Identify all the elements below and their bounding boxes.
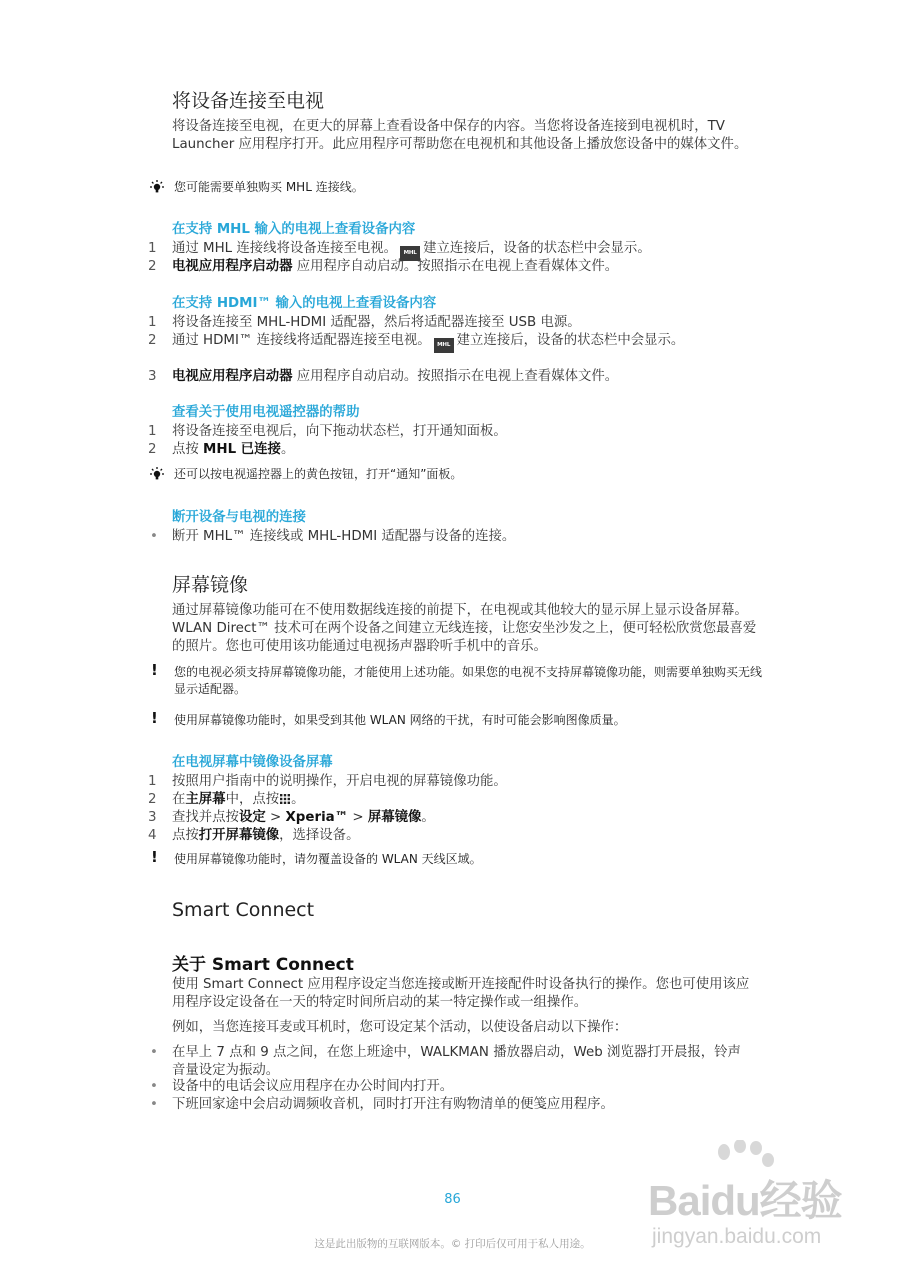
step-number: 2 (148, 442, 157, 457)
notification-label: MHL 已连接 (203, 442, 281, 457)
section-title-smart-connect: Smart Connect (172, 899, 315, 921)
subsection-title-about: 关于 Smart Connect (172, 955, 354, 975)
step-text: 将设备连接至 MHL-HDMI 适配器，然后将适配器连接至 USB 电源。 (172, 315, 581, 330)
about-paragraph: 例如，当您连接耳麦或耳机时，您可设定某个活动，以使设备启动以下操作： (172, 1020, 628, 1035)
lightbulb-icon (148, 466, 166, 484)
task-title-hdmi: 在支持 HDMI™ 输入的电视上查看设备内容 (172, 296, 437, 311)
footer-notice: 这是此出版物的互联网版本。© 打印后仅可用于私人用途。 (314, 1238, 591, 1250)
app-grid-icon (280, 794, 290, 804)
section-title-screen-mirroring: 屏幕镜像 (172, 574, 249, 596)
exclamation-icon: ! (151, 848, 158, 866)
settings-label: 设定 (238, 810, 266, 825)
app-name: 电视应用程序启动器 (172, 259, 293, 274)
bullet: • (150, 1045, 158, 1060)
screen-mirroring-label: 屏幕镜像 (367, 810, 422, 825)
start-mirroring-label: 打开屏幕镜像 (198, 828, 280, 843)
section-intro: 通过屏幕镜像功能可在不使用数据线连接的前提下，在电视或其他较大的显示屏上显示设备屏幕。WLAN Direct™ 技术可在两个设备之间建立无线连接，让您安坐沙发之上，便可轻松欣赏您最喜爱的照片。您也可使用该功能通过电视扬声器聆听手机中的音乐。 (172, 603, 757, 654)
bullet-text: 断开 MHL™ 连接线或 MHL-HDMI 适配器与设备的连接。 (172, 529, 516, 544)
bullet: • (150, 1097, 158, 1112)
step-text: 应用程序自动启动。按照指示在电视上查看媒体文件。 (292, 369, 619, 384)
step-text: 按照用户指南中的说明操作，开启电视的屏幕镜像功能。 (172, 774, 507, 789)
watermark-site: jingyan.baidu.com (652, 1225, 822, 1248)
about-paragraph: 使用 Smart Connect 应用程序设定当您连接或断开连接配件时设备执行的操作。您也可使用该应用程序设定设备在一天的特定时间所启动的某一特定操作或一组操作。 (172, 977, 750, 1010)
step-text: 建立连接后，设备的状态栏中会显示。 (456, 333, 685, 348)
step-number: 1 (148, 774, 157, 789)
step-number: 4 (148, 828, 157, 843)
step-number: 2 (148, 259, 157, 274)
task-title-remote-help: 查看关于使用电视遥控器的帮助 (172, 405, 360, 420)
warning-text: 使用屏幕镜像功能时，请勿覆盖设备的 WLAN 天线区域。 (174, 852, 482, 866)
home-screen-label: 主屏幕 (185, 792, 226, 807)
step-text: 将设备连接至电视后，向下拖动状态栏，打开通知面板。 (172, 424, 507, 439)
mhl-status-icon: MHL (400, 246, 420, 261)
task-title-mhl: 在支持 MHL 输入的电视上查看设备内容 (172, 222, 416, 237)
exclamation-icon: ! (151, 661, 158, 679)
step-text: 通过 MHL 连接线将设备连接至电视。 (172, 241, 398, 256)
step-number: 1 (148, 315, 157, 330)
tip-text: 还可以按电视遥控器上的黄色按钮，打开“通知”面板。 (174, 467, 463, 481)
bullet-text: 在早上 7 点和 9 点之间，在您上班途中，WALKMAN 播放器启动，Web 浏览器打开晨报，铃声音量设定为振动。 (172, 1045, 741, 1078)
tip-text: 您可能需要单独购买 MHL 连接线。 (174, 180, 364, 194)
warning-text: 使用屏幕镜像功能时，如果受到其他 WLAN 网络的干扰，有时可能会影响图像质量。 (174, 713, 626, 727)
bullet: • (150, 529, 158, 544)
step-text: 应用程序自动启动。按照指示在电视上查看媒体文件。 (292, 259, 619, 274)
task-title-disconnect: 断开设备与电视的连接 (172, 510, 306, 525)
step-number: 3 (148, 810, 157, 825)
section-intro: 将设备连接至电视，在更大的屏幕上查看设备中保存的内容。当您将设备连接到电视机时，TV Launcher 应用程序打开。此应用程序可帮助您在电视机和其他设备上播放您设备中的媒体文件。 (172, 119, 748, 152)
exclamation-icon: ! (151, 709, 158, 727)
step-number: 2 (148, 792, 157, 807)
watermark-logo: Baidu经验 (648, 1177, 842, 1224)
bullet: • (150, 1079, 158, 1094)
step-text: 建立连接后，设备的状态栏中会显示。 (423, 241, 651, 256)
warning-text: 您的电视必须支持屏幕镜像功能，才能使用上述功能。如果您的电视不支持屏幕镜像功能，则需要单独购买无线显示适配器。 (174, 665, 763, 696)
app-name: 电视应用程序启动器 (172, 369, 293, 384)
baidu-watermark (640, 1140, 860, 1260)
lightbulb-icon (148, 179, 166, 197)
step-number: 1 (148, 241, 157, 256)
xperia-label: Xperia™ (285, 810, 349, 825)
step-number: 1 (148, 424, 157, 439)
task-title-mirror: 在电视屏幕中镜像设备屏幕 (172, 755, 333, 770)
step-text: 通过 HDMI™ 连接线将适配器连接至电视。 (172, 333, 431, 348)
section-title-connect-tv: 将设备连接至电视 (172, 90, 325, 112)
page-number: 86 (444, 1192, 461, 1207)
manual-page: 将设备连接至电视 将设备连接至电视，在更大的屏幕上查看设备中保存的内容。当您将设备连接到电视机时，TV Launcher 应用程序打开。此应用程序可帮助您在电视机和其他设备上播放您设备中的媒体文件。 您可能需要单独购买 MHL 连接线。 在支持 MHL 输入的电视上查看设备内容 1 通过 MHL 连接线将设备连接至电视。 MHL 建立连接后，设备的状态栏中会显示。 2 电视应用程序启动器 应用程序自动启动。按照指示在电视上查看媒体文件。 在支持 HDMI™ 输入的电视上查看设备内容 1 将设备连接至 MHL-HDMI 适配器，然后将适配器连接至 USB 电源。 2 通过 HDMI™ 连接线将适配器连接至电视。 MHL 建立连接后，设备的状态栏中会显示。 3 电视应用程序启动器 应用程序自动启动。按照指示在电视上查看媒体文件。 查看关于使用电视遥控器的帮助 1 将设备连接至电视后，向下拖动状态栏，打开通知面板。 2 点按 MHL 已连接。 还可以按电视遥控器上的黄色按钮，打开“通知”面板。 断开设备与电视的连接 • 断开 MHL™ 连接线或 MHL-HDMI 适配器与设备的连接。 屏幕镜像 通过屏幕镜像功能可在不使用数据线连接的前提下，在电视或其他较大的显示屏上显示设备屏幕。WLAN Direct™ 技术可在两个设备之间建立无线连接，让您安坐沙发之上，便可轻松欣赏您最喜爱的照片。您也可使用该功能通过电视扬声器聆听手机中的音乐。 ! 您的电视必须支持屏幕镜像功能，才能使用上述功能。如果您的电视不支持屏幕镜像功能，则需要单独购买无线显示适配器。 ! 使用屏幕镜像功能时，如果受到其他 WLAN 网络的干扰，有时可能会影响图像质量。 在电视屏幕中镜像设备屏幕 1 按照用户指南中的说明操作，开启电视的屏幕镜像功能。 2 在主屏幕中，点按 。 3 查找并点按设定 > Xperia™ > 屏幕镜像。 4 点按打开屏幕镜像，选择设备。 ! 使用屏幕镜像功能时，请勿覆盖设备的 WLAN 天线区域。 Smart Connect 关于 Smart Connect 使用 Smart Connect 应用程序设定当您连接或断开连接配件时设备执行的操作。您也可使用该应用程序设定设备在一天的特定时间所启动的某一特定操作或一组操作。 例如，当您连接耳麦或耳机时，您可设定某个活动，以使设备启动以下操作： • 在早上 7 点和 9 点之间，在您上班途中，WALKMAN 播放器启动，Web 浏览器打开晨报，铃声音量设定为振动。 • 设备中的电话会议应用程序在办公时间内打开。 • 下班回家途中会启动调频收音机，同时打开注有购物清单的便笺应用程序。 86 这是此出版物的互联网版本。© 打印后仅可用于私人用途。 Baidu经验 jingyan.baidu.com (0, 0, 905, 1280)
mhl-status-icon: MHL (434, 338, 454, 353)
step-number: 2 (148, 333, 157, 348)
bullet-text: 下班回家途中会启动调频收音机，同时打开注有购物清单的便笺应用程序。 (172, 1097, 614, 1112)
step-number: 3 (148, 369, 157, 384)
bullet-text: 设备中的电话会议应用程序在办公时间内打开。 (172, 1079, 454, 1094)
